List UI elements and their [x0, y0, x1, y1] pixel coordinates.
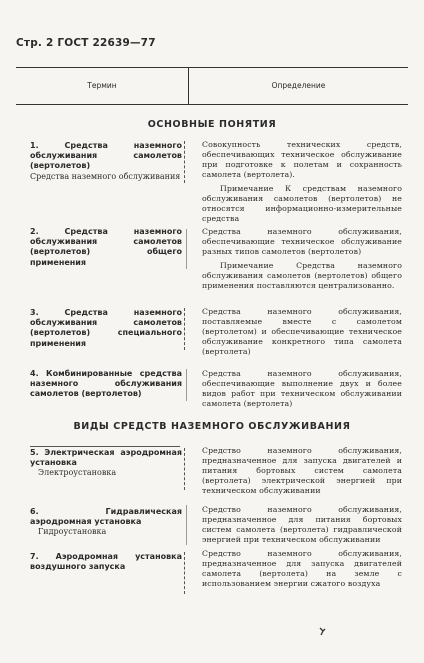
dashed-separator	[184, 308, 197, 350]
column-header-definition: Определение	[271, 81, 326, 90]
definition-5-text: Средство наземного обслуживания, предназначенное для запуска двигателей и питания бортовых систем самолета (вертолета) электрической энергией при техническом обслуживании	[202, 446, 402, 495]
definition-2	[202, 227, 402, 291]
dashed-separator	[184, 552, 197, 594]
term-6-alt: Гидроустановка	[38, 527, 107, 537]
underline-rule	[30, 446, 180, 447]
separator-line	[186, 229, 191, 269]
term-7-name: 7. Аэродромная установка воздушного запуска	[30, 552, 182, 572]
section-title-types: ВИДЫ СРЕДСТВ НАЗЕМНОГО ОБСЛУЖИВАНИЯ	[73, 421, 351, 432]
dashed-separator	[184, 141, 197, 183]
term-2	[30, 227, 182, 268]
term-3	[30, 308, 182, 349]
definition-2-text: Средства наземного обслуживания, обеспечивающие техническое обслуживание разных типов самолетов (вертолетов)	[202, 227, 402, 256]
term-5-alt: Электроустановка	[38, 468, 117, 478]
definition-4	[202, 369, 402, 409]
term-5	[30, 448, 182, 479]
definition-7-text: Средство наземного обслуживания, предназначенное для запуска двигателей самолета (вертолета) на земле с использованием энергии сжатого воздуха	[202, 549, 402, 588]
term-6-name: 6. Гидравлическая аэродромная установка	[30, 507, 182, 527]
column-header-term: Термин	[16, 68, 189, 104]
separator-line	[186, 505, 191, 545]
term-1	[30, 141, 182, 182]
definition-4-text: Средства наземного обслуживания, обеспечивающие выполнение двух и более видов работ при техническом обслуживании самолета (вертолета)	[202, 369, 402, 408]
page-header: Стр. 2 ГОСТ 22639—77	[16, 37, 156, 49]
definition-3-text: Средства наземного обслуживания, поставляемые вместе с самолетом (вертолетом) и обеспечивающие техническое обслуживание конкретного типа самолета (вертолета)	[202, 307, 402, 356]
definition-6-text: Средство наземного обслуживания, предназначенное для питания бортовых систем самолета (вертолета) гидравлической энергией при техническом обслуживании	[202, 505, 402, 544]
definition-2-note: Примечание Средства наземного обслуживания самолетов (вертолетов) общего применения поставляются централизованно.	[202, 261, 402, 290]
term-1-name: 1. Средства наземного обслуживания самолетов (вертолетов)	[30, 141, 182, 171]
definition-1	[202, 140, 402, 224]
term-1-alt: Средства наземного обслуживания	[30, 171, 181, 181]
definition-7	[202, 549, 402, 589]
term-4	[30, 369, 182, 400]
table-header	[16, 67, 408, 105]
definition-1-text: Совокупность технических средств, обеспечивающих техническое обслуживание при подготовке к полетам и сохранность самолета (вертолета).	[202, 140, 402, 179]
term-4-name: 4. Комбинированные средства наземного обслуживания самолетов (вертолетов)	[30, 369, 182, 399]
dashed-separator	[184, 448, 197, 490]
term-3-name: 3. Средства наземного обслуживания самолетов (вертолетов) специального применения	[30, 308, 182, 348]
term-6	[30, 507, 182, 538]
definition-3	[202, 307, 402, 357]
definition-6	[202, 505, 402, 545]
term-5-name: 5. Электрическая аэродромная установка	[30, 448, 182, 468]
separator-line	[186, 369, 191, 401]
ink-mark	[317, 626, 327, 641]
term-2-name: 2. Средства наземного обслуживания самолетов (вертолетов) общего применения	[30, 227, 182, 267]
definition-1-note: Примечание К средствам наземного обслуживания самолетов (вертолетов) не относятся информационно-измерительные средства	[202, 184, 402, 223]
section-title-basic: ОСНОВНЫЕ ПОНЯТИЯ	[147, 119, 277, 130]
definition-5	[202, 446, 402, 496]
term-7	[30, 552, 182, 572]
